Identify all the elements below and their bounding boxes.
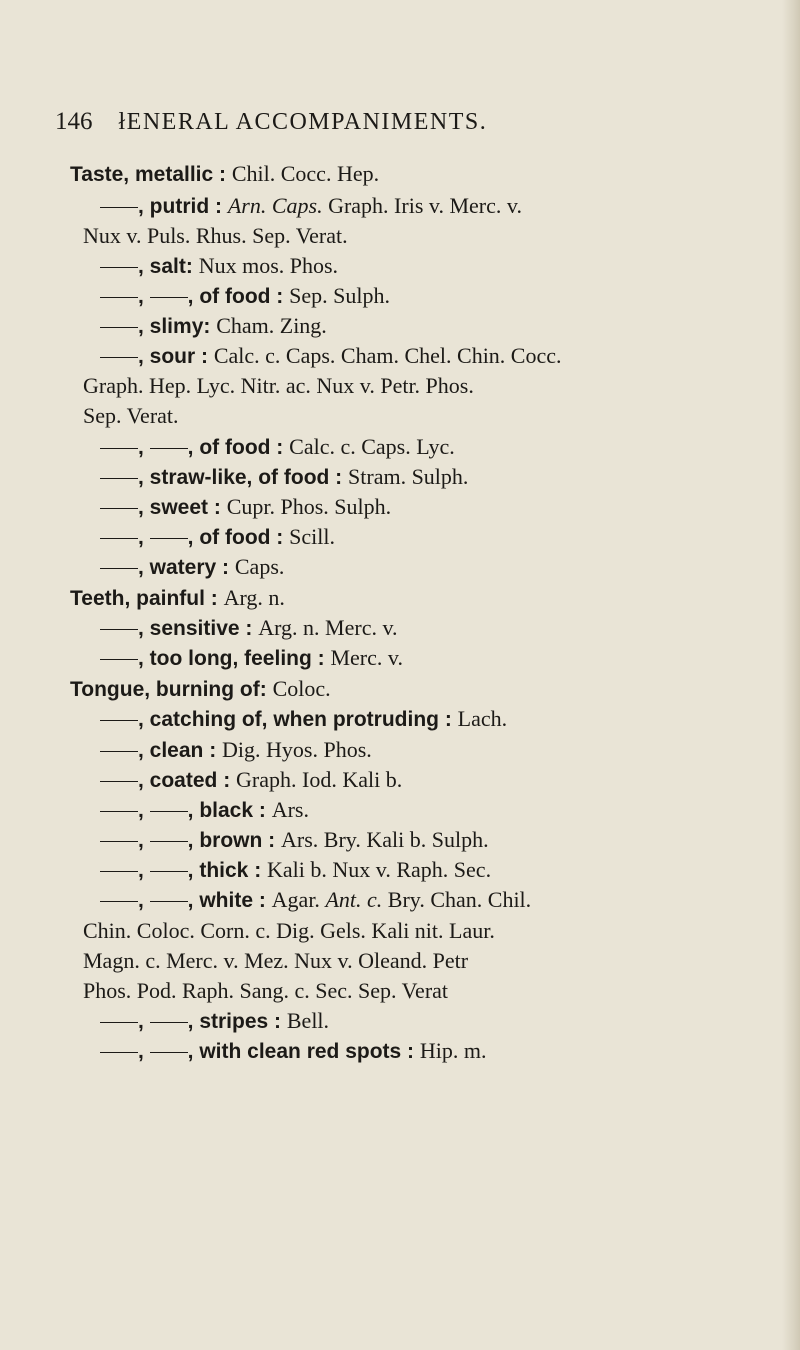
entry-line [100, 494, 391, 521]
symptom-text: , brown : [187, 829, 281, 852]
symptom-text: , [138, 829, 150, 852]
entry-line [100, 706, 507, 733]
symptom-text: , of food : [187, 436, 290, 459]
ditto-dash [100, 448, 138, 449]
ditto-dash [150, 297, 188, 298]
symptom-text: , salt: [138, 255, 199, 278]
entry-line [83, 223, 348, 249]
page-edge-shadow [782, 0, 800, 1350]
entry-line [100, 1008, 329, 1035]
entry-line [100, 554, 284, 581]
ditto-dash [100, 478, 138, 479]
entry-line [83, 978, 448, 1004]
symptom-text: , catching of, when protruding : [138, 708, 458, 731]
ditto-dash [100, 327, 138, 328]
symptom-text: , coated : [138, 769, 237, 792]
symptom-text: , too long, feeling : [138, 647, 331, 670]
entry-line [100, 797, 309, 824]
remedy-text: Dig. Hyos. Phos. [222, 737, 372, 762]
ditto-dash [100, 629, 138, 630]
entry-line [100, 767, 402, 794]
ditto-dash [150, 841, 188, 842]
remedy-text: Arg. n. [223, 585, 285, 610]
running-header [55, 108, 755, 136]
remedy-text: Calc. c. Caps. Cham. Chel. Chin. Cocc. [213, 343, 562, 368]
remedy-text: Magn. c. Merc. v. Mez. Nux v. Oleand. Petr [83, 948, 469, 973]
entry-line [100, 434, 455, 461]
symptom-text: , of food : [187, 526, 290, 549]
remedy-text: Cupr. Phos. Sulph. [226, 494, 392, 519]
symptom-text: , sour : [138, 345, 214, 368]
symptom-text: , white : [187, 889, 272, 912]
symptom-text: , thick : [187, 859, 268, 882]
ditto-dash [100, 267, 138, 268]
remedy-text: Hip. m. [419, 1038, 487, 1063]
entry-line [100, 524, 335, 551]
symptom-text: , clean : [138, 739, 223, 762]
symptom-text: , [138, 859, 150, 882]
entry-line [100, 887, 531, 914]
symptom-text: , [138, 1040, 150, 1063]
remedy-text: Arg. n. Merc. v. [258, 615, 398, 640]
symptom-text: , [138, 889, 150, 912]
entry-line [100, 313, 327, 340]
symptom-text: , [138, 285, 150, 308]
remedy-text: Nux mos. Phos. [198, 253, 339, 278]
ditto-dash [100, 841, 138, 842]
ditto-dash [100, 751, 138, 752]
remedy-text: Agar. [271, 887, 326, 912]
running-title: łENERAL ACCOMPANIMENTS. [118, 109, 488, 135]
entry-line [70, 585, 285, 612]
remedy-text: Phos. Pod. Raph. Sang. c. Sec. Sep. Verat [83, 978, 449, 1003]
symptom-text: , slimy: [138, 315, 217, 338]
symptom-text: , [138, 526, 150, 549]
remedy-text: Graph. Iod. Kali b. [236, 767, 403, 792]
entry-line [100, 1038, 487, 1065]
symptom-text: , sweet : [138, 496, 227, 519]
entry-line [100, 737, 372, 764]
remedy-text: Nux v. Puls. Rhus. Sep. Verat. [83, 223, 348, 248]
remedy-text: Chin. Coloc. Corn. c. Dig. Gels. Kali nit. Laur. [83, 918, 495, 943]
ditto-dash [100, 207, 138, 208]
symptom-text: , putrid : [138, 195, 228, 218]
symptom-text: Teeth, painful : [70, 587, 224, 610]
entry-line [83, 403, 179, 429]
entry-line [100, 464, 468, 491]
ditto-dash [150, 811, 188, 812]
remedy-text: Merc. v. [330, 645, 403, 670]
remedy-text: Sep. Sulph. [289, 283, 390, 308]
symptom-text: , sensitive : [138, 617, 259, 640]
remedy-text: Caps. [234, 554, 285, 579]
remedy-text: Graph. Iris v. Merc. v. [322, 193, 522, 218]
remedy-text: Cham. Zing. [216, 313, 327, 338]
ditto-dash [100, 508, 138, 509]
remedy-text: Kali b. Nux v. Raph. Sec. [267, 857, 492, 882]
symptom-text: , watery : [138, 556, 235, 579]
entry-line [100, 283, 390, 310]
remedy-text: Lach. [457, 706, 508, 731]
ditto-dash [150, 448, 188, 449]
ditto-dash [100, 357, 138, 358]
entry-line [83, 918, 495, 944]
ditto-dash [100, 1052, 138, 1053]
ditto-dash [100, 811, 138, 812]
entry-line [83, 948, 468, 974]
remedy-text: Graph. Hep. Lyc. Nitr. ac. Nux v. Petr. Phos. [83, 373, 474, 398]
entry-line [70, 676, 331, 703]
remedy-text: Sep. Verat. [83, 403, 179, 428]
entry-line [100, 193, 522, 220]
entry-line [100, 343, 562, 370]
symptom-text: , black : [187, 799, 272, 822]
symptom-text: Tongue, burning of: [70, 678, 273, 701]
remedy-text: Coloc. [272, 676, 331, 701]
symptom-text: , of food : [187, 285, 290, 308]
ditto-dash [100, 1022, 138, 1023]
page-number: 146 [55, 108, 93, 135]
symptom-text: , [138, 799, 150, 822]
entry-line [70, 161, 379, 188]
ditto-dash [150, 1052, 188, 1053]
entry-line [100, 827, 489, 854]
entry-line [100, 615, 398, 642]
symptom-text: , stripes : [187, 1010, 287, 1033]
ditto-dash [100, 297, 138, 298]
entry-line [100, 857, 491, 884]
remedy-text: Stram. Sulph. [348, 464, 469, 489]
entry-line [83, 373, 474, 399]
ditto-dash [100, 720, 138, 721]
symptom-text: , [138, 436, 150, 459]
entry-line [100, 253, 338, 280]
ditto-dash [100, 659, 138, 660]
ditto-dash [100, 538, 138, 539]
remedy-text: Scill. [289, 524, 335, 549]
ditto-dash [100, 871, 138, 872]
remedy-text: Ars. Bry. Kali b. Sulph. [281, 827, 489, 852]
entry-line [100, 645, 403, 672]
remedy-text: Bry. Chan. Chil. [382, 887, 532, 912]
remedy-text: Chil. Cocc. Hep. [231, 161, 380, 186]
symptom-text: , straw-like, of food : [138, 466, 349, 489]
ditto-dash [150, 1022, 188, 1023]
ditto-dash [150, 871, 188, 872]
ditto-dash [100, 781, 138, 782]
remedy-text: Bell. [286, 1008, 330, 1033]
ditto-dash [100, 568, 138, 569]
symptom-text: , [138, 1010, 150, 1033]
ditto-dash [150, 538, 188, 539]
symptom-text: Taste, metallic : [70, 163, 232, 186]
remedy-text: Calc. c. Caps. Lyc. [289, 434, 455, 459]
remedy-text: Ars. [271, 797, 309, 822]
ditto-dash [100, 901, 138, 902]
remedy-text: Arn. Caps. [227, 193, 323, 218]
ditto-dash [150, 901, 188, 902]
remedy-text: Ant. c. [325, 887, 383, 912]
symptom-text: , with clean red spots : [187, 1040, 420, 1063]
